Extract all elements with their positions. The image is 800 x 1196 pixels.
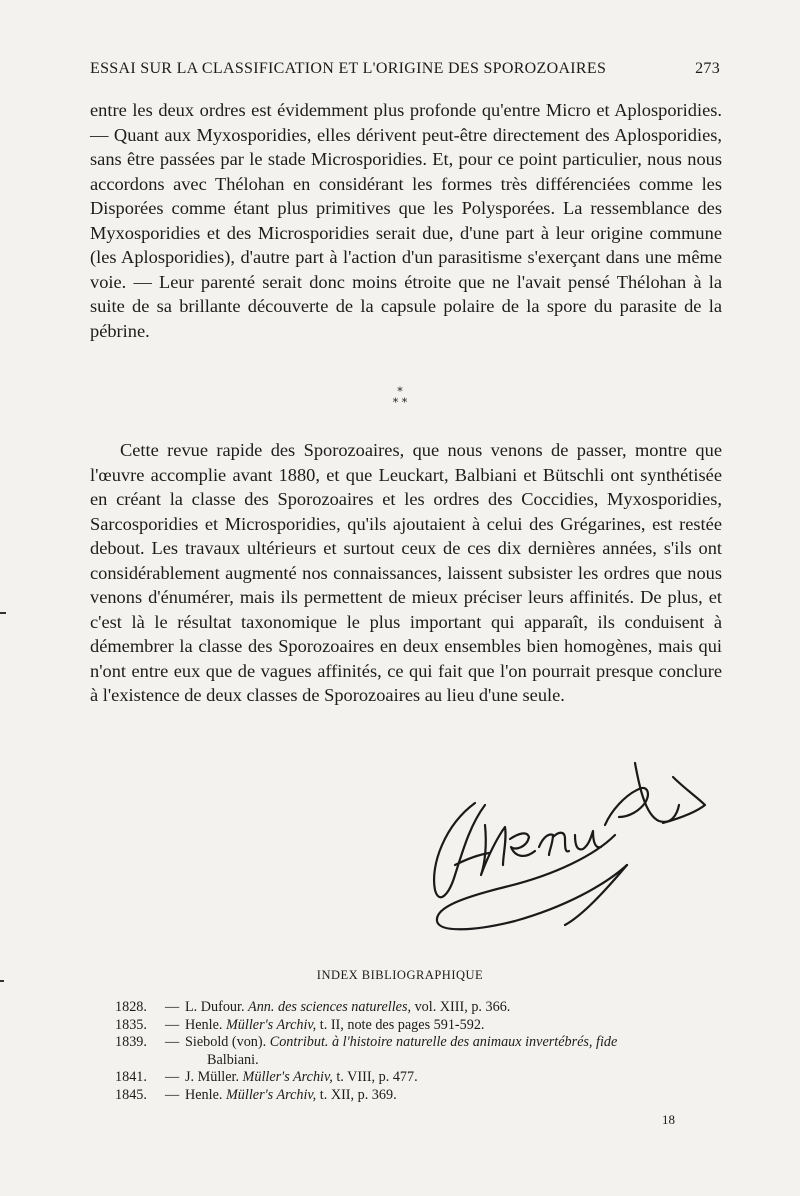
paragraph-1: entre les deux ordres est évidemment plus profonde qu'entre Micro et Aplosporidies. — Quant aux Myxosporidies, elles dérivent peut-être directement des Aplosporidies, sans être passées par le stade Microsporidies. Et, pour ce point particulier, nous nous accordons avec Thélohan en considérant les formes très différenciées comme les Disporées comme étant plus primitives que les Polysporées. La ressemblance des Myxosporidies et des Microsporidies serait due, d'une part à leur origine commune (les Aplosporidies), d'autre part à l'action d'un parasitisme s'exerçant dans une même voie. — Leur parenté serait donc moins étroite que ne l'avait pensé Thélohan à la suite de sa brillante découverte de la capsule polaire de la spore du parasite de la pébrine. xyxy=(90,100,722,341)
bib-rest: fide xyxy=(596,1034,618,1050)
asterism: * * * xyxy=(392,385,408,409)
margin-tick xyxy=(0,612,6,614)
bibliography-entry xyxy=(115,1087,735,1105)
bib-continuation: Balbiani. xyxy=(207,1051,259,1068)
bib-author: Henle. xyxy=(185,1086,223,1103)
bib-year: 1845. xyxy=(115,1086,147,1103)
index-title: INDEX BIBLIOGRAPHIQUE xyxy=(316,968,484,982)
running-header xyxy=(90,60,720,78)
paragraph-2: Cette revue rapide des Sporozoaires, que nous venons de passer, montre que l'œuvre accomplie avant 1880, et que Leuckart, Balbiani et Bütschli ont synthétisée en créant la classe des Sporozoaires et les ordres des Coccidies, Myxosporidies, Sarcosporidies et Microsporidies, qu'ils ajoutaient à celui des Grégarines, est restée debout. Les travaux ultérieurs et surtout ceux de ces dix dernières années, s'ils ont considérablement augmenté nos connaissances, laissent subsister les ordres que nous venons d'énumérer, mais ils permettent de mieux préciser leurs affinités. De plus, et c'est là le résultat taxonomique le plus important qui apparaît, ils conduisent à démembrer la classe des Sporozoaires en deux ensembles bien homogènes, mais qui n'ont entre eux que de vagues affinités, ce qui fait que l'on pourrait presque conclure à l'existence de deux classes de Sporozoaires au lieu d'une seule. xyxy=(90,440,722,705)
bib-rest: vol. XIII, p. 366. xyxy=(414,999,511,1015)
bib-dash: — xyxy=(165,1016,180,1033)
bib-author: J. Müller. xyxy=(185,1069,239,1085)
bib-author: Siebold (von). xyxy=(185,1034,267,1050)
bibliography-entry xyxy=(115,1069,735,1087)
signature-image xyxy=(415,755,715,945)
bib-work: Ann. des sciences naturelles, xyxy=(248,999,412,1015)
bibliography-list xyxy=(115,999,735,1104)
bib-dash: — xyxy=(165,1086,180,1103)
bib-author: Henle. xyxy=(185,1016,223,1033)
bib-rest: t. II, note des pages 591-592. xyxy=(319,1016,485,1033)
footer-page-number: 18 xyxy=(662,1112,675,1127)
bibliography-entry xyxy=(115,999,735,1017)
page-number: 273 xyxy=(695,60,720,77)
bibliography-entry xyxy=(115,1034,735,1069)
bib-work: Müller's Archiv, xyxy=(242,1069,333,1085)
bib-work: Contribut. à l'histoire naturelle des animaux invertébrés, xyxy=(269,1034,593,1050)
bib-year: 1835. xyxy=(115,1016,147,1033)
bib-year: 1839. xyxy=(115,1034,147,1050)
bib-year: 1828. xyxy=(115,999,147,1015)
bib-rest: t. VIII, p. 477. xyxy=(336,1069,418,1085)
bib-rest: t. XII, p. 369. xyxy=(319,1086,397,1103)
running-title: ESSAI SUR LA CLASSIFICATION ET L'ORIGINE DES SPOROZOAIRES xyxy=(90,60,607,77)
bib-author: L. Dufour. xyxy=(185,999,245,1015)
bib-year: 1841. xyxy=(115,1069,147,1085)
bib-dash: — xyxy=(165,999,180,1015)
bib-dash: — xyxy=(165,1069,180,1085)
margin-tick xyxy=(0,980,4,982)
bibliography-entry xyxy=(115,1017,735,1035)
bib-dash: — xyxy=(165,1034,180,1050)
signature-text: F. Henneguy xyxy=(415,755,422,756)
bib-work: Müller's Archiv, xyxy=(225,1086,317,1103)
bib-work: Müller's Archiv, xyxy=(225,1016,317,1033)
